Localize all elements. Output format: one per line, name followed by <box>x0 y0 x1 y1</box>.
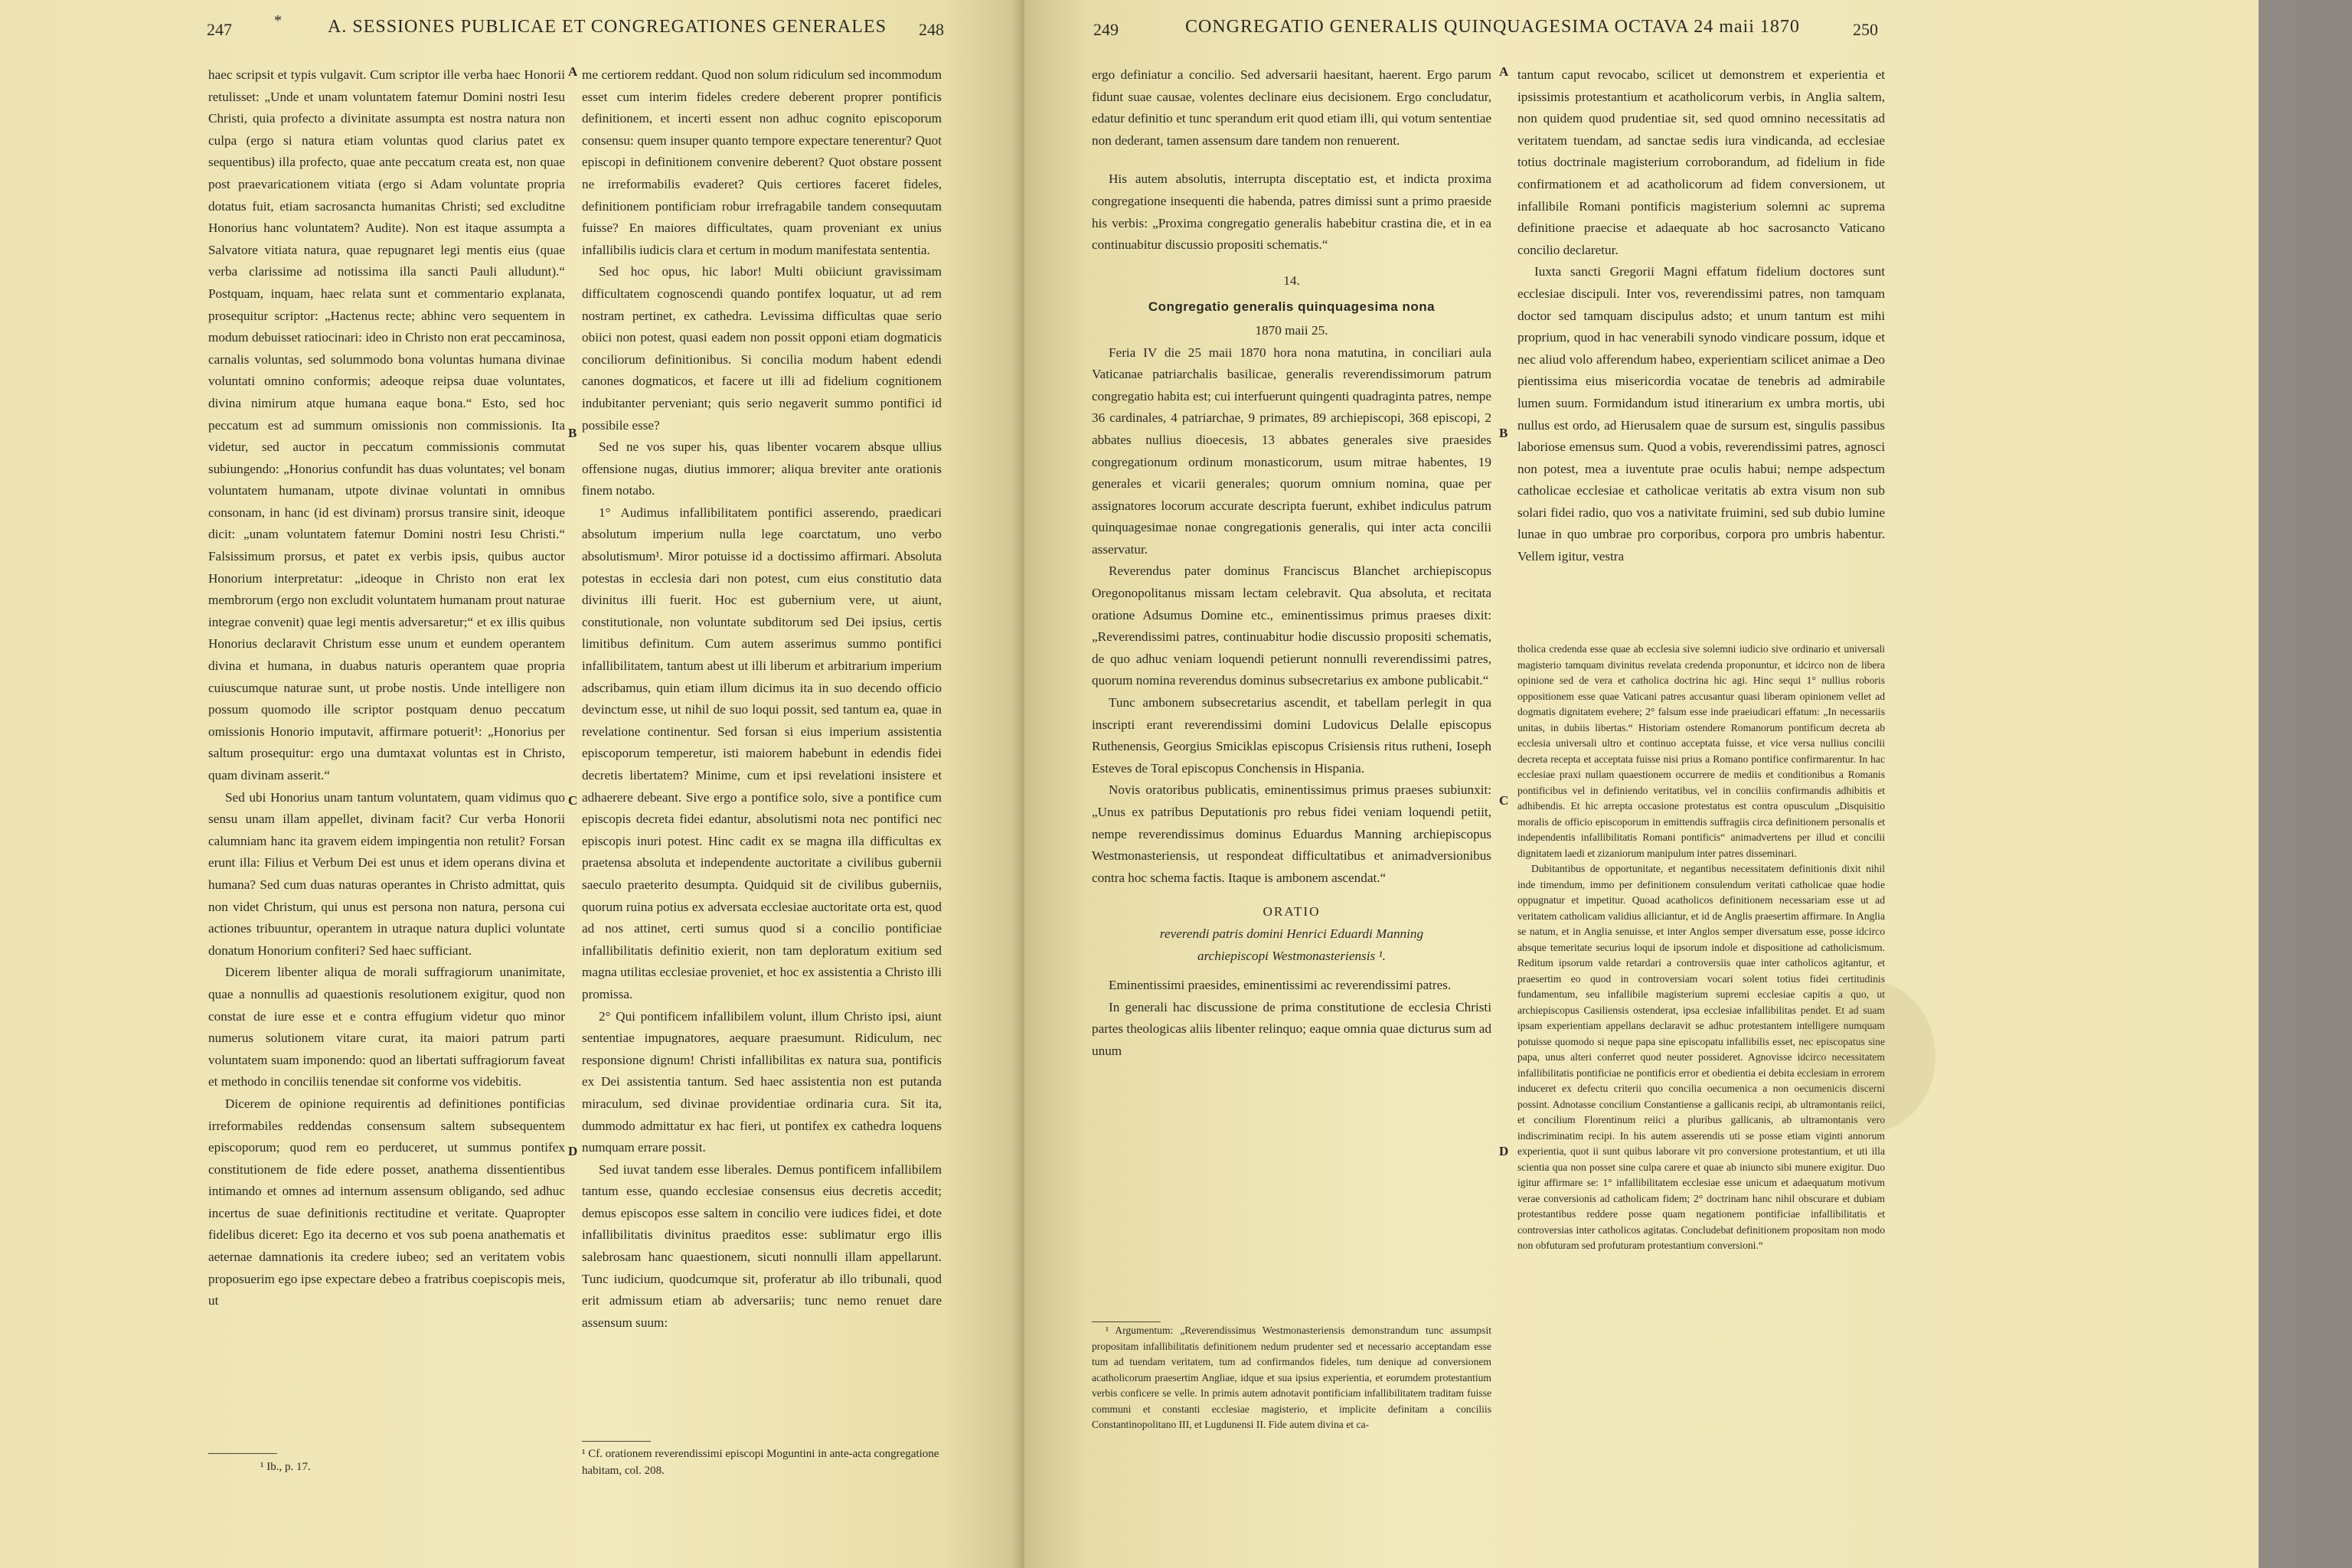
paragraph: Sed iuvat tandem esse liberales. Demus pontificem infallibilem tantum esse, quando ecclesiae consensus eius decretis accedit; demus episcopos esse saltem in concilio vere iudices fidei, et dote infallibilitatis divinitus praeditos esse: sublimatur ergo illis salebrosam hanc quaestionem, sicuti nonnulli illam appellarunt. Tunc iudicium, quodcumque sit, proferatur ab illo tribunali, quod erit admissum etiam ab adversariis; tunc nemo renuet dare assensum suum: <box>582 1161 942 1330</box>
margin-marker-b: B <box>1499 426 1508 440</box>
paragraph: Sed ne vos super his, quas libenter vocarem absque ullius offensione nugas, diutius immorer; aliqua breviter ante orationis finem notabo. <box>582 439 942 498</box>
left-column-2 <box>582 64 942 1465</box>
right-column-1 <box>1092 64 1491 1328</box>
oratio-subtitle: archiepiscopi Westmonasteriensis ¹. <box>1197 948 1386 963</box>
paragraph: me certiorem reddant. Quod non solum ridiculum sed incommodum esset cum interim fideles credere deberent proprer pontificis definitionem, et incerti essent non adhuc cognito episcoporum consensu: quem insuper quanto tempore expectare tenerentur? Quot episcopi in definitionem convenire deberent? Quot obstare possent ne irreformabilis evaderet? Quis certiores faceret fideles, definitionem pontificiam robur irrefragabile tandem consequutam fuisse? En maiores difficultates, quam proveniant ex unius infallibilis iudicis clara et certum in modum manifestata sententia. <box>582 67 942 257</box>
footnote: ¹ Argumentum: „Reverendissimus Westmonasteriensis demonstrandum tunc assumpsit propositam infallibilitatis definitionem nedum prudenter sed et necessario acceptandam esse tum ad tuendam veritatem, tum ad confirmandos fideles, tum denique ad conversionem acatholicorum praesertim Angliae, idque et sua ipsius experientia, et eorumdem protestantium verbis conficere se velle. In primis autem adnotavit pontificiam infallibilitatem traditam fuisse communi et constanti ecclesiae magisterio, et implicite definitam a conciliis Constantinopolitano III, et Lugdunensi II. Fide autem divina et ca- <box>1092 1325 1491 1430</box>
paragraph: Sed hoc opus, hic labor! Multi obiiciunt gravissimam difficultatem cognoscendi quando pontifex loquatur, ut ad rem nostram pertinet, ex cathedra. Levissima difficultas quae serio obiici non potest, quasi eadem non possit opponi etiam dogmaticis conciliorum definitionibus. Si concilia modum habent edendi canones dogmaticos, et facere ut illi ad fidelium cognitionem indubitanter perveniant; quis serio negaverit summo pontifici id possibile esse? <box>582 264 942 433</box>
right-running-header: CONGREGATIO GENERALIS QUINQUAGESIMA OCTAVA 24 maii 1870 <box>1185 17 1800 37</box>
left-page-number: 247 <box>207 20 232 39</box>
paragraph: Tunc ambonem subsecretarius ascendit, et tabellam perlegit in qua inscripti erant reverendissimi domini Ludovicus Delalle episcopus Ruthenensis, Georgius Smiciklas episcopus Crisiensis ritus rutheni, Ioseph Esteves de Toral episcopus Conchensis in Hispania. <box>1092 695 1491 776</box>
asterisk-mark: * <box>274 12 282 29</box>
footnote: ¹ Ib., p. 17. <box>260 1461 311 1473</box>
paragraph: Iuxta sancti Gregorii Magni effatum fidelium doctores sunt ecclesiae discipuli. Inter vos, reverendissimi patres, non tamquam doctor sed tamquam discipulus adsto; et unum tantum est mihi proprium, quod in hac venerabili synodo vindicare possum, idque et nec aliud volo afferendum habeo, experientiam scilicet animae a Deo pientissima eius misericordia vocatae de tenebris ad admirabile lumen suum. Formidandum istud itinerarium ex umbra mortis, ubi nullus est ordo, ad Hierusalem quae de sursum est, singulis passibus laboriose emensus sum. Quod a vobis, reverendissimi patres, agnosci non potest, mea a iuventute prae oculis habui; nempe adspectum catholicae ecclesiae et catholicae veritatis ab extra visum non sub solari fidei radio, quo vos a nativitate fruimini, sed sub dubio lumine lunae in quo umbrae pro corporibus, corpora pro umbris habentur. Vellem igitur, vestra <box>1517 264 1885 564</box>
paragraph: In generali hac discussione de prima constitutione de ecclesia Christi partes theologicas aliis libenter relinquo; eaque omnia quae dicturus sum ad unum <box>1092 999 1491 1058</box>
right-page-number-inner: 249 <box>1093 20 1119 39</box>
margin-marker-a: A <box>1499 64 1509 79</box>
left-running-header: A. SESSIONES PUBLICAE ET CONGREGATIONES GENERALES <box>328 17 887 37</box>
paragraph: Dicerem libenter aliqua de morali suffragiorum unanimitate, quae a nonnullis ad quaestionis resolutionem exigitur, quod non constat de iure esse et e contra effugium videtur quo minor numerus solutionem vitare curat, ita maiori patrum parti voluntatem suam imponendo: quod an libertati suffragiorum faveat et methodo in conciliis tenendae sit conforme vos videbitis. <box>208 965 565 1089</box>
paragraph: haec scripsit et typis vulgavit. Cum scriptor ille verba haec Honorii retulisset: „Unde et unam voluntatem fatemur Domini nostri Iesu Christi, quia profecto a divinitate assumpta est nostra natura non culpa (ergo si natura etiam voluntas quod clarius patet ex sequentibus) illa profecto, quae ante peccatum creata est, non quae post praevaricationem vitiata (ergo si Adam voluntate propria dotatus fuit, etiam sacrosancta humanitas Christi; sed excluditne Honorius hanc voluntatem? Audite). Non est itaque assumpta a Salvatore vitiata natura, quae repugnaret legi mentis eius (quae verba clarissime ad notissima illa sancti Pauli alludunt).“ Postquam, inquam, haec relata sunt et commentario explanata, prosequitur scriptor: „Hactenus recte; abhinc vero sequentem in modum debuisset ratiocinari: ideo in Christo non erat peccaminosa, carnalis voluntas, sed solummodo bona voluntas humana divinae voluntati omnino conformis; adeoque reipsa duae voluntates, divina nimirum atque humana eaque bona.“ Esto, sed hoc peccatum est ad summum omissionis non commissionis. Ita videtur, sed auctor in peccatum commissionis commutat subiungendo: „Honorius confundit has duas voluntates; vel bonam voluntatem humanam, utpote divinae voluntati in omnibus consonam, in hanc (id est divinam) prorsus transire sinit, ideoque dicit: „unam voluntatem fatemur Domini nostri Iesu Christi.“ Falsissimum prorsus, et patet ex verbis ipsis, quibus auctor Honorium interpretatur: „ideoque in Christo non erat lex membrorum (ergo non excludit voluntatem humanam prout naturae integrae convenit) quae legi mentis adversaretur;“ et ex illis quibus Honorius declaravit Christum esse unum et eundem operantem divina et humana, in duabus naturis operantem quae propria cuiuscumque naturae sunt, ut probe nostis. Unde intelligere non possum quomodo ille scriptor postquam denuo peccatum omissionis Honorio imputavit, affirmare potuerit¹: „Honorius per saltum prosequitur: ergo una dumtaxat voluntas est in Christo, quam divinam asserit.“ <box>208 67 565 782</box>
paragraph: Feria IV die 25 maii 1870 hora nona matutina, in conciliari aula Vaticanae patriarchalis basilicae, generalis reverendissimorum patrum congregatio habita est; cui interfuerunt quingenti quadraginta patres, nempe 36 cardinales, 4 patriarchae, 9 primates, 89 archiepiscopi, 368 episcopi, 2 abbates nullius dioecesis, 13 abbates generales sive praesides congregationum ordinum monasticorum, usum mitrae habentes, 19 generales et vicarii generales; quorum omnium nomina, quae per assignatores locorum accurate descripta fuerunt, exhibet indiculus patrum quinquagesimae nonae congregationis generalis, qui inter acta concilii asservatur. <box>1092 345 1491 557</box>
margin-marker-c: C <box>568 793 578 808</box>
background-surface <box>2297 0 2352 1568</box>
footnote-rule <box>208 1453 277 1454</box>
right-page-number: 250 <box>1853 20 1878 39</box>
section-number: 14. <box>1283 273 1300 288</box>
paper-stain <box>1798 980 1936 1133</box>
left-page <box>0 0 1024 1568</box>
paragraph: Eminentissimi praesides, eminentissimi ac reverendissimi patres. <box>1109 978 1452 993</box>
paragraph: tantum caput revocabo, scilicet ut demonstrem et experientia et ipsissimis protestantium et acatholicorum verbis, in Anglia saltem, non quidem quod prudentiae sit, sed quod omnino necessitatis ad veritatem tuendam, ad sanctae sedis iura vindicanda, ad ecclesiae totius doctrinale magisterium corroborandum, ad fidelium in fide confirmationem et ad acatholicorum ad fidem conversionem, ut infallibile Romani pontificis magisterium solemni ac suprema definitione praecise et adaequate ab hoc sacrosancto Vaticano concilio declaretur. <box>1517 67 1885 257</box>
footnote-continued: Dubitantibus de opportunitate, et negantibus necessitatem definitionis dixit nihil inde timendum, immo per definitionem consulendum veritati catholicae quae hodie oppugnatur et impetitur. Quoad acatholicos definitionem necessariam esse ut ad veritatem catholicam validius alliciantur, et id de Anglis praesertim affirmare. In Anglia se natum, et in Anglia senuisse, et inter Anglos semper diversatum esse, posse idcirco absque temeritate securius loqui de ipsorum indole et dispositione ad catholicismum. Reditum ipsorum valde retardari a controversiis quae inter catholicos agitantur, et praesertim eo quod in controversiam vocari solent totius fidei certitudinis fundamentum, seu infallibile magisterium supremi ecclesiae capitis a quo, ut archiepiscopus Casiliensis ostenderat, ipsa ecclesiae infallibilitas pendet. Et ad suam ipsam experientiam appellans declaravit se adhuc protestantem intelligere numquam potuisse quomodo si neque papa sine episcopatu infallibilis esset, nec episcopatus sine papa, unus alteri conferret quod neuter possideret. Agnovisse idcirco necessitatem infallibilitatis pontificiae ne pontificis error et obedientia ei debita ecclesiam in errorem induceret ex defectu criterii quo concilia oecumenica a non oecumenicis discerni possint. Adnotasse concilium Constantiense a gallicanis recipi, ab ultramontanis reiici, et concilium Florentinum reiici a pluribus gallicanis, ab ultramontanis vero indiscriminatim recipi. In his autem asserendis uti se posse etiam viginti annorum experientia, quot ii sunt quibus laborare vit pro conversione protestantium, et uti illa scientia qua non posset sine culpa carere et quae ab iniuncto sibi munere exigitur. Duo igitur affirmare se: 1° infallibilitatem ecclesiae esse unicum et adaequatum motivum verae conversionis ad catholicam fidem; 2° doctrinam hanc nihil obscurare et dubiam protestantibus reddere posse quam negationem pontificiae infallibilitatis et controversias inter catholicos agitatas. Concludebat definitionem propositam non modo non obfuturam sed profuturam protestantium conversioni.“ <box>1517 863 1885 1251</box>
footnote-rule <box>1092 1321 1161 1322</box>
paragraph: Reverendus pater dominus Franciscus Blanchet archiepiscopus Oregonopolitanus missam lectam celebravit. Qua absoluta, et recitata oratione Adsumus Domine etc., eminentissimus primus praeses dixit: „Reverendissimi patres, continuabitur hodie discussio propositi schematis, de quo adhuc veniam loquendi petierunt nonnulli reverendissimi patres, quorum nomina reverendus dominus subsecretarius ex ambone publicabit.“ <box>1092 564 1491 688</box>
oratio-title: ORATIO <box>1263 904 1321 920</box>
right-column-1-footnote <box>1092 1323 1491 1553</box>
margin-marker-d: D <box>568 1144 578 1158</box>
section-date: 1870 maii 25. <box>1255 322 1328 338</box>
paragraph: 1° Audimus infallibilitatem pontifici asserendo, praedicari absolutum imperium nulla lege coarctatum, uno verbo absolutismum¹. Miror potuisse id a doctissimo affirmari. Absoluta potestas in ecclesia dari non potest, cum eius constitutio data divinitus illi fuerit. Hoc est gubernium vere, ut aiunt, constitutionale, non voluntate subditorum sed Dei ipsius, certis limitibus definitum. Cum autem asserimus summo pontifici infallibilitatem, tantum abest ut illi liberum et arbitrarium imperium adscribamus, quin etiam illum dicimus ita in suo decendo officio devinctum esse, ut nihil de suo loqui possit, sed tantum ea, quae in revelatione continentur. Sed forsan si eius imperium assistentia episcoporum temperetur, isti maiorem habebunt in edendis fidei decretis libertatem? Minime, cum et ipsi revelationi insistere et adhaerere debeant. Sive ergo a pontifice solo, sive a pontifice cum episcopis decreta fidei edantur, absolutismi nota nec pontifici nec episcopis inuri potest. Hinc cadit ex se magna illa difficultas ex praetensa absoluta et independente auctoritate a civilibus gubernii saeculo praeterito desumpta. Quidquid sit de civilibus guberniis, quorum ruina potius ex adversata ecclesiae auctoritate orta est, quod ad nos attinet, certi sumus quod si a concilio pontificiae infallibilitatis definitio exierit, non tam deploratum exitium sed magna utilitas ecclesiae proveniet, et hoc ex assistentia a Christo illi promissa. <box>582 505 942 1001</box>
paragraph: Dicerem de opinione requirentis ad definitiones pontificias irreformabiles reddendas consensum saltem subsequentem episcoporum; quod rem eo perduceret, ut summus pontifex constitutionem de fide edere posset, anathema dissentientibus intimando et omnes ad internum assensum obligando, sed adhuc incertus de suae definitionis rectitudine et veritate. Quapropter fidelibus diceret: Ego ita decerno et vos sub poena anathematis et aeternae damnationis ita credere iubeo; sed an veritatem vobis proposuerim ego ipse expectare debeo a fratribus coepiscopis meis, ut <box>208 1096 565 1308</box>
footnote-continued: tholica credenda esse quae ab ecclesia sive solemni iudicio sive ordinario et universali magisterio tamquam divinitus revelata credenda proponuntur, et idcirco non de libera opinione sed de vera et catholica doctrina hic agi. Hinc sequi 1° nullius roboris oppositionem esse quae Vaticani patres accusantur quasi liberam opinionem vellet ad dogmatis dignitatem evehere; 2° falsum esse inde praeiudicari effatum: „In necessariis unitas, in dubiis libertas.“ Historiam ostendere Romanorum pontificum decreta ab ecclesia universali ultro et continuo acceptata fuisse, et vice versa nullius concilii decreta recepta et acceptata fuisse nisi prius a Romano pontifice confirmarentur. In hac ecclesiae praxi nullam quaestionem occurrere de mediis et conditionibus a Romanis pontificibus vel in definiendo veritatibus, vel in conciliis confirmandis adhibitis et adhibendis. Et hic arrepta occasione protestatus est contra opusculum „Disquisitio moralis de officio episcoporum in emittendis suffragiis circa definitionem personalis et independentis infallibilitatis Romani pontificis“ animadvertens per illud et concilii dignitatem laedi et zizaniorum manipulum inter patres disseminari. <box>1517 643 1885 859</box>
margin-marker-c: C <box>1499 793 1509 808</box>
oratio-subtitle: reverendi patris domini Henrici Eduardi Manning <box>1159 926 1424 941</box>
margin-marker-b: B <box>568 426 577 440</box>
paragraph: Novis oratoribus publicatis, eminentissimus primus praeses subiunxit: „Unus ex patribus Deputationis pro rebus fidei veniam loquendi petiit, nempe reverendissimus dominus Eduardus Manning archiepiscopus Westmonasteriensis, ut respondeat difficultatibus et animadversionibus contra hoc schema factis. Itaque is ambonem ascendat.“ <box>1092 782 1491 885</box>
paragraph: Sed ubi Honorius unam tantum voluntatem, quam vidimus quo sensu unam illam appellet, divinam facit? Cur verba Honorii calumniam hanc ita gravem eidem impingentia non retulit? Forsan erunt illa: Filius et Verbum Dei est unus et idem operans divina et humana? Sed cum duas naturas operantes in Christo admittat, quis non videt Christum, qui unus est persona non natura, persona cui actiones tribuuntur, operantem in utraque natura duplici voluntate donatum Honorium confiteri? Sed haec sufficiant. <box>208 789 565 958</box>
right-column-2 <box>1517 64 1885 631</box>
paragraph: His autem absolutis, interrupta disceptatio est, et indicta proxima congregatione insequenti die habenda, patres dimissi sunt a primo praeside his verbis: „Proxima congregatio generalis habebitur crastina die, et in ea continuabitur discussio propositi schematis.“ <box>1092 172 1491 253</box>
section-title: Congregatio generalis quinquagesima nona <box>1148 299 1436 315</box>
margin-marker-d: D <box>1499 1144 1509 1158</box>
footnote: ¹ Cf. orationem reverendissimi episcopi Moguntini in ante-acta congregatione habitam, col. 208. <box>582 1448 939 1477</box>
left-page-number-inner: 248 <box>919 20 944 39</box>
paragraph: 2° Qui pontificem infallibilem volunt, illum Christo ipsi, aiunt sententiae impugnatores, aequare praesumunt. Ridiculum, nec responsione dignum! Christi infallibilitas ex natura sua, pontificis ex Dei assistentia tantum. Sed haec assistentia non est putanda miraculum, sed divinae providentiae ordinaria cura. Sit ita, dummodo admittatur ex hac fieri, ut pontifex ex cathedra loquens numquam errare possit. <box>582 1008 942 1155</box>
right-page <box>1024 0 2259 1568</box>
paragraph: ergo definiatur a concilio. Sed adversarii haesitant, haerent. Ergo parum fidunt suae causae, volentes declinare eius decisionem. Ergo concludatur, edatur definitio et tunc sperandum erit quod etiam illi, qui votum sententiae non dederant, tamen assensum dare tandem non renuerent. <box>1092 67 1491 148</box>
left-column-1 <box>208 64 565 1465</box>
footnote-rule <box>582 1441 651 1442</box>
margin-marker-a: A <box>568 64 578 79</box>
